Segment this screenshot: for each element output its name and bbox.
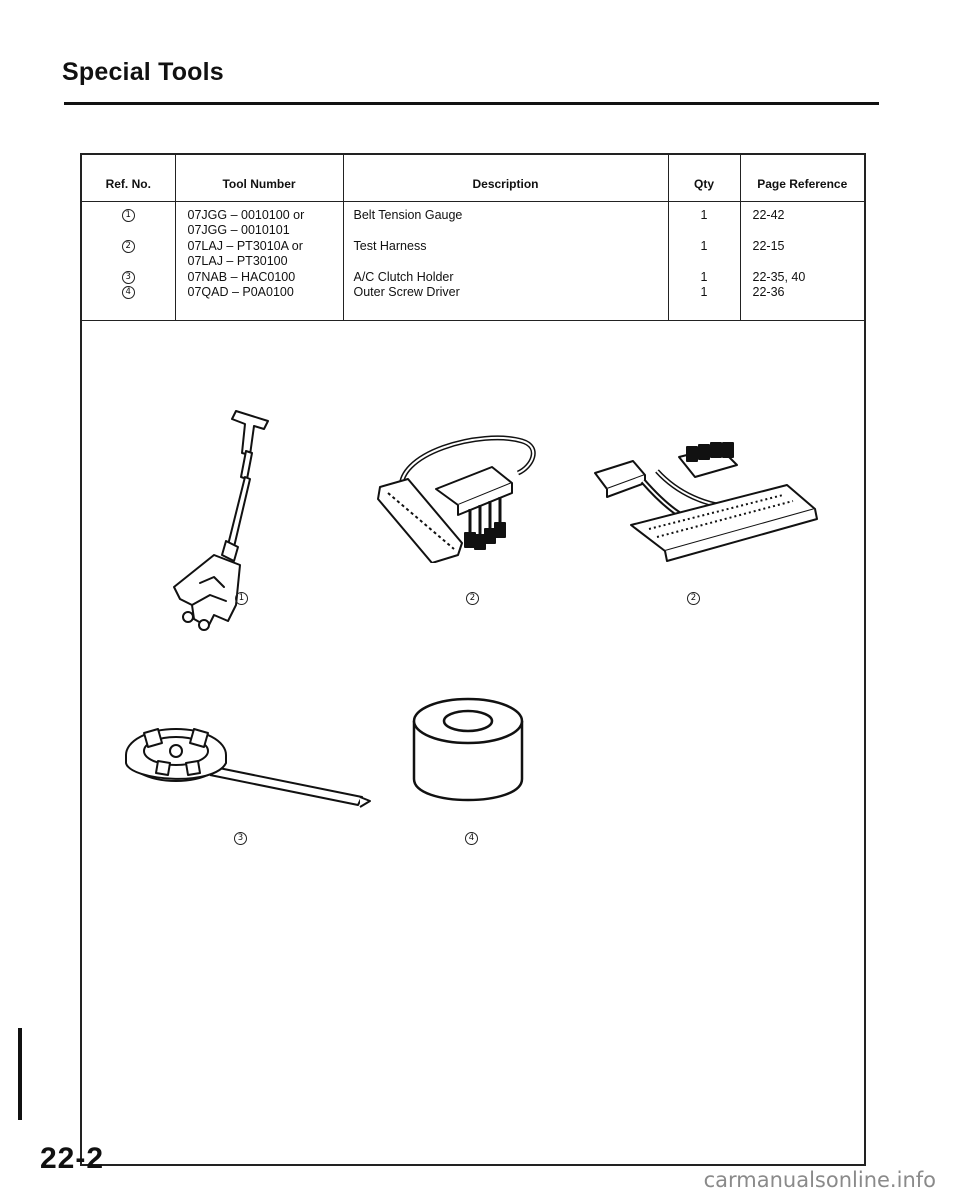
- table-header-row: [82, 155, 864, 201]
- test-harness-alt-icon: [587, 437, 827, 567]
- qty-line: 1: [700, 285, 708, 299]
- description-line: Outer Screw Driver: [353, 285, 460, 299]
- illustration-label: [687, 590, 700, 608]
- ref-marker: 4: [465, 832, 478, 845]
- tool-number-line: 07JGG – 0010101: [187, 223, 290, 237]
- ref-marker: 2: [466, 592, 479, 605]
- illustration-label: [234, 830, 247, 848]
- table-body-row: [82, 201, 864, 321]
- tool-number-cell: [175, 201, 343, 321]
- ref-marker: 3: [234, 832, 247, 845]
- header-description: Description: [343, 155, 668, 201]
- header-qty: Qty: [668, 155, 740, 201]
- illustration-label: [465, 830, 478, 848]
- ref-marker: 2: [687, 592, 700, 605]
- clutch-holder-icon: [124, 705, 374, 815]
- tool-number-line: 07JGG – 0010100 or: [187, 207, 305, 222]
- page-reference-line: 22-36: [752, 285, 785, 299]
- special-tools-frame: [80, 153, 866, 1166]
- page-title: Special Tools: [62, 58, 224, 86]
- side-bar: [18, 1028, 22, 1120]
- header-tool-number: Tool Number: [175, 155, 343, 201]
- description-line: A/C Clutch Holder: [353, 269, 454, 284]
- description-line: Test Harness: [353, 238, 427, 253]
- page-reference-line: 22-35, 40: [752, 269, 806, 284]
- tool-number-line: 07NAB – HAC0100: [187, 269, 296, 284]
- page-number: 22-2: [40, 1142, 105, 1175]
- ref-no-cell: [82, 201, 175, 321]
- tool-number-line: 07LAJ – PT30100: [187, 254, 288, 268]
- description-cell: [343, 201, 668, 321]
- ref-marker: 1: [235, 592, 248, 605]
- page-reference-line: 22-15: [752, 238, 785, 253]
- test-harness-icon: [372, 423, 572, 563]
- page-reference-cell: [740, 201, 864, 321]
- ref-marker: 4: [122, 286, 135, 299]
- illustration-label: [235, 590, 248, 608]
- ref-marker: 3: [122, 271, 135, 284]
- ref-marker: 2: [122, 240, 135, 253]
- title-rule: [64, 102, 879, 105]
- tool-number-line: 07QAD – P0A0100: [187, 285, 294, 299]
- ref-marker: 1: [122, 209, 135, 222]
- qty-line: 1: [700, 238, 708, 253]
- qty-line: 1: [700, 269, 708, 284]
- page-reference-line: 22-42: [752, 207, 785, 222]
- qty-cell: [668, 201, 740, 321]
- header-page-reference: Page Reference: [740, 155, 864, 201]
- tool-number-line: 07LAJ – PT3010A or: [187, 238, 303, 253]
- special-tools-table: [82, 155, 864, 321]
- qty-line: 1: [700, 207, 708, 222]
- belt-tension-gauge-icon: [144, 405, 294, 645]
- description-line: Belt Tension Gauge: [353, 207, 463, 222]
- watermark: carmanualsonline.info: [703, 1168, 936, 1192]
- illustration-label: [466, 590, 479, 608]
- header-ref-no: Ref. No.: [82, 155, 175, 201]
- outer-screw-driver-icon: [410, 695, 526, 809]
